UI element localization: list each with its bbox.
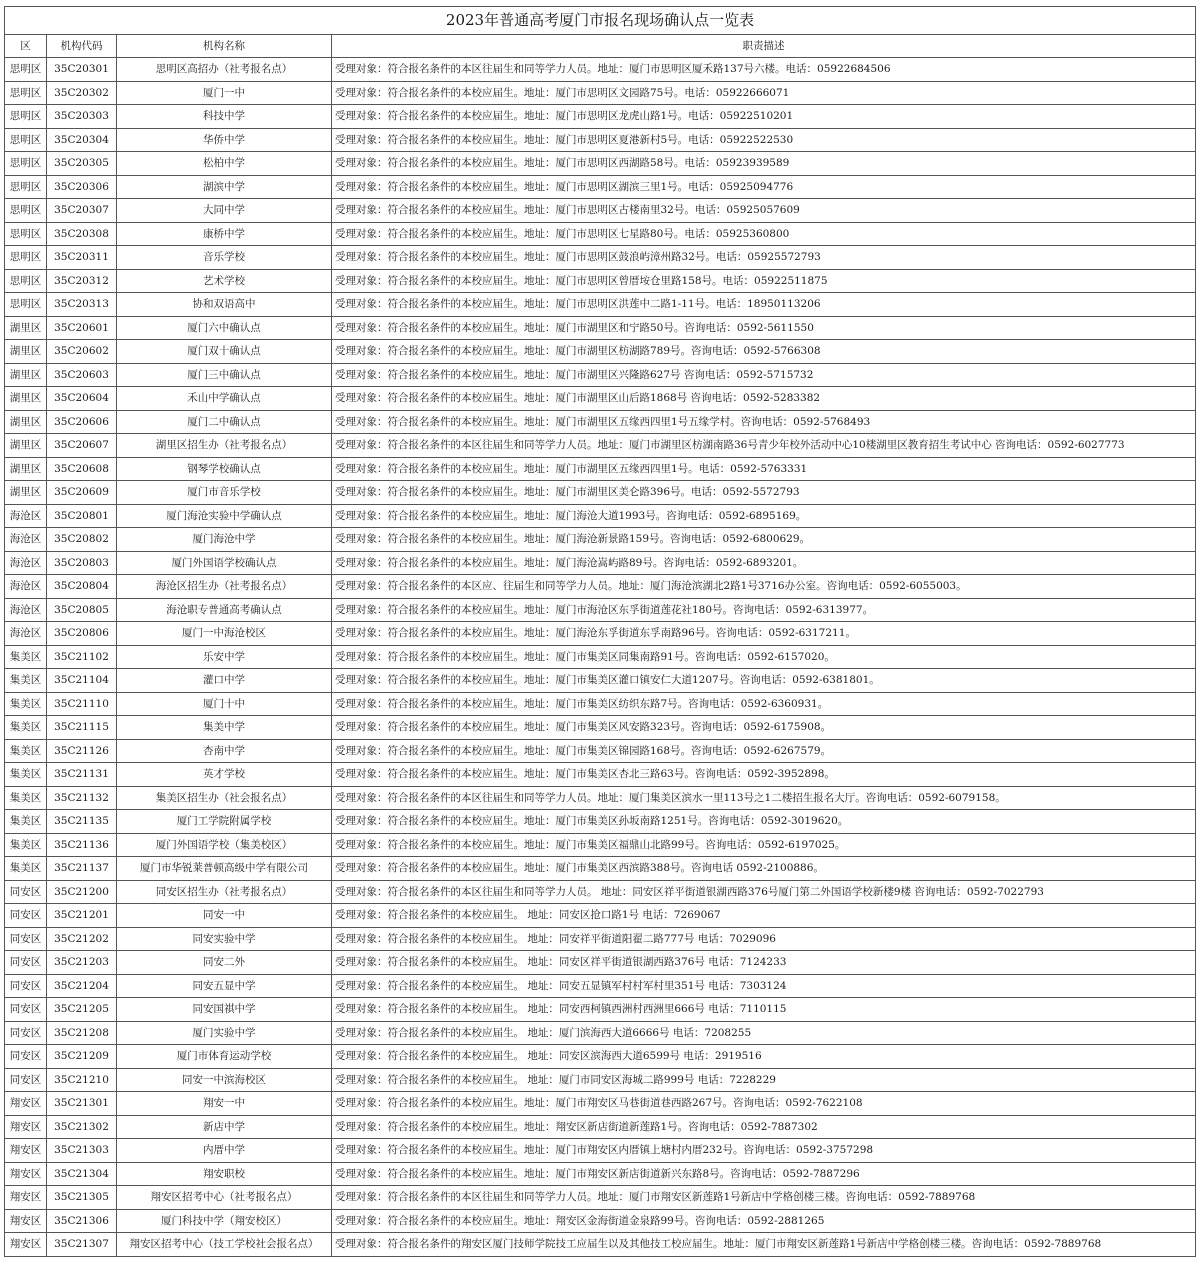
code-cell: 35C21306 xyxy=(47,1209,117,1233)
description-cell: 受理对象：符合报名条件的本校应届生。地址：厦门市翔安区马巷街道巷西路267号。咨询电话：0592-7622108 xyxy=(332,1092,1196,1116)
table-row xyxy=(5,716,1196,740)
institution-cell: 厦门海沧中学 xyxy=(117,528,332,552)
code-cell: 35C20603 xyxy=(47,363,117,387)
table-row xyxy=(5,152,1196,176)
code-cell: 35C20307 xyxy=(47,199,117,223)
district-cell: 思明区 xyxy=(5,152,47,176)
district-cell: 集美区 xyxy=(5,786,47,810)
code-cell: 35C21200 xyxy=(47,880,117,904)
district-cell: 海沧区 xyxy=(5,504,47,528)
district-cell: 同安区 xyxy=(5,880,47,904)
institution-cell: 湖滨中学 xyxy=(117,175,332,199)
code-cell: 35C20602 xyxy=(47,340,117,364)
table-row xyxy=(5,692,1196,716)
code-cell: 35C20609 xyxy=(47,481,117,505)
institution-cell: 大同中学 xyxy=(117,199,332,223)
institution-cell: 思明区高招办（社考报名点） xyxy=(117,58,332,82)
description-cell: 受理对象：符合报名条件的本校应届生。 地址：厦门市同安区海城二路999号 电话：7228229 xyxy=(332,1068,1196,1092)
institution-cell: 翔安区招考中心（技工学校社会报名点） xyxy=(117,1233,332,1257)
district-cell: 湖里区 xyxy=(5,387,47,411)
district-cell: 思明区 xyxy=(5,246,47,270)
institution-cell: 厦门实验中学 xyxy=(117,1021,332,1045)
institution-cell: 厦门市体育运动学校 xyxy=(117,1045,332,1069)
description-cell: 受理对象：符合报名条件的本校应届生。地址：厦门市集美区风安路323号。咨询电话：0592-6175908。 xyxy=(332,716,1196,740)
code-cell: 35C21104 xyxy=(47,669,117,693)
institution-cell: 厦门六中确认点 xyxy=(117,316,332,340)
description-cell: 受理对象：符合报名条件的本校应届生。地址：厦门市集美区同集南路91号。咨询电话：0592-6157020。 xyxy=(332,645,1196,669)
institution-cell: 钢琴学校确认点 xyxy=(117,457,332,481)
table-row xyxy=(5,669,1196,693)
institution-cell: 厦门市音乐学校 xyxy=(117,481,332,505)
code-cell: 35C21301 xyxy=(47,1092,117,1116)
district-cell: 集美区 xyxy=(5,857,47,881)
table-row xyxy=(5,1233,1196,1257)
district-cell: 集美区 xyxy=(5,645,47,669)
institution-cell: 厦门科技中学（翔安校区） xyxy=(117,1209,332,1233)
district-cell: 思明区 xyxy=(5,105,47,129)
institution-cell: 科技中学 xyxy=(117,105,332,129)
table-title: 2023年普通高考厦门市报名现场确认点一览表 xyxy=(5,7,1196,35)
institution-cell: 厦门工学院附属学校 xyxy=(117,810,332,834)
table-row xyxy=(5,1186,1196,1210)
column-header-description: 职责描述 xyxy=(332,35,1196,58)
institution-cell: 同安区招生办（社考报名点） xyxy=(117,880,332,904)
code-cell: 35C20604 xyxy=(47,387,117,411)
table-row xyxy=(5,528,1196,552)
description-cell: 受理对象：符合报名条件的本校应届生。地址：厦门市翔安区新店街道新兴东路8号。咨询电话：0592-7887296 xyxy=(332,1162,1196,1186)
description-cell: 受理对象：符合报名条件的本校应届生。 地址：同安祥平街道阳翟二路777号 电话：7029096 xyxy=(332,927,1196,951)
code-cell: 35C20301 xyxy=(47,58,117,82)
institution-cell: 厦门二中确认点 xyxy=(117,410,332,434)
table-row xyxy=(5,58,1196,82)
description-cell: 受理对象：符合报名条件的本区往届生和同等学力人员。地址：厦门集美区滨水一里113号之1二楼招生报名大厅。咨询电话：0592-6079158。 xyxy=(332,786,1196,810)
institution-cell: 厦门一中 xyxy=(117,81,332,105)
institution-cell: 翔安职校 xyxy=(117,1162,332,1186)
district-cell: 湖里区 xyxy=(5,434,47,458)
description-cell: 受理对象：符合报名条件的本校应届生。 地址：同安区滨海西大道6599号 电话：2919516 xyxy=(332,1045,1196,1069)
code-cell: 35C20305 xyxy=(47,152,117,176)
institution-cell: 厦门海沧实验中学确认点 xyxy=(117,504,332,528)
district-cell: 湖里区 xyxy=(5,481,47,505)
confirmation-sites-sheet xyxy=(4,6,1195,1257)
table-row xyxy=(5,81,1196,105)
district-cell: 思明区 xyxy=(5,269,47,293)
district-cell: 湖里区 xyxy=(5,457,47,481)
institution-cell: 内厝中学 xyxy=(117,1139,332,1163)
institution-cell: 同安实验中学 xyxy=(117,927,332,951)
institution-cell: 乐安中学 xyxy=(117,645,332,669)
institution-cell: 艺术学校 xyxy=(117,269,332,293)
description-cell: 受理对象：符合报名条件的本校应届生。地址：厦门市集美区西滨路388号。咨询电话 0592-2100886。 xyxy=(332,857,1196,881)
institution-cell: 新店中学 xyxy=(117,1115,332,1139)
table-row xyxy=(5,927,1196,951)
table-row xyxy=(5,1162,1196,1186)
description-cell: 受理对象：符合报名条件的本校应届生。地址：厦门市集美区福鼎山北路99号。咨询电话：0592-6197025。 xyxy=(332,833,1196,857)
table-row xyxy=(5,363,1196,387)
code-cell: 35C20601 xyxy=(47,316,117,340)
table-row xyxy=(5,481,1196,505)
table-row xyxy=(5,645,1196,669)
district-cell: 海沧区 xyxy=(5,528,47,552)
table-row xyxy=(5,551,1196,575)
table-row xyxy=(5,1115,1196,1139)
table-row xyxy=(5,739,1196,763)
institution-cell: 康桥中学 xyxy=(117,222,332,246)
institution-cell: 英才学校 xyxy=(117,763,332,787)
code-cell: 35C21135 xyxy=(47,810,117,834)
table-row xyxy=(5,504,1196,528)
table-row xyxy=(5,575,1196,599)
code-cell: 35C21203 xyxy=(47,951,117,975)
district-cell: 思明区 xyxy=(5,222,47,246)
institution-cell: 集美中学 xyxy=(117,716,332,740)
district-cell: 海沧区 xyxy=(5,598,47,622)
table-row xyxy=(5,974,1196,998)
table-body xyxy=(5,58,1196,1257)
column-header-institution: 机构名称 xyxy=(117,35,332,58)
header-row xyxy=(5,35,1196,58)
description-cell: 受理对象：符合报名条件的本校应届生。地址：厦门市集美区锦园路168号。咨询电话：0592-6267579。 xyxy=(332,739,1196,763)
table-row xyxy=(5,951,1196,975)
institution-cell: 厦门一中海沧校区 xyxy=(117,622,332,646)
code-cell: 35C20308 xyxy=(47,222,117,246)
code-cell: 35C20306 xyxy=(47,175,117,199)
code-cell: 35C21201 xyxy=(47,904,117,928)
code-cell: 35C21302 xyxy=(47,1115,117,1139)
institution-cell: 松柏中学 xyxy=(117,152,332,176)
district-cell: 思明区 xyxy=(5,58,47,82)
description-cell: 受理对象：符合报名条件的本校应届生。地址：厦门市思明区龙虎山路1号。电话：05922510201 xyxy=(332,105,1196,129)
table-row xyxy=(5,175,1196,199)
district-cell: 集美区 xyxy=(5,833,47,857)
column-header-district: 区 xyxy=(5,35,47,58)
table-row xyxy=(5,246,1196,270)
table-row xyxy=(5,128,1196,152)
district-cell: 湖里区 xyxy=(5,340,47,364)
district-cell: 同安区 xyxy=(5,904,47,928)
code-cell: 35C20303 xyxy=(47,105,117,129)
description-cell: 受理对象：符合报名条件的本校应届生。地址：厦门市思明区鼓浪屿漳州路32号。电话：05925572793 xyxy=(332,246,1196,270)
description-cell: 受理对象：符合报名条件的本校应届生。地址：厦门市湖里区美仑路396号。电话：0592-5572793 xyxy=(332,481,1196,505)
description-cell: 受理对象：符合报名条件的本校应届生。地址：厦门市思明区洪莲中二路1-11号。电话：18950113206 xyxy=(332,293,1196,317)
table-row xyxy=(5,340,1196,364)
district-cell: 思明区 xyxy=(5,81,47,105)
table-row xyxy=(5,1021,1196,1045)
description-cell: 受理对象：符合报名条件的本校应届生。地址：厦门海沧新景路159号。咨询电话：0592-6800629。 xyxy=(332,528,1196,552)
code-cell: 35C21209 xyxy=(47,1045,117,1069)
code-cell: 35C20806 xyxy=(47,622,117,646)
institution-cell: 同安五显中学 xyxy=(117,974,332,998)
district-cell: 翔安区 xyxy=(5,1233,47,1257)
district-cell: 湖里区 xyxy=(5,410,47,434)
institution-cell: 同安国祺中学 xyxy=(117,998,332,1022)
table-row xyxy=(5,434,1196,458)
institution-cell: 厦门双十确认点 xyxy=(117,340,332,364)
description-cell: 受理对象：符合报名条件的本校应届生。地址：厦门市思明区古楼南里32号。电话：05925057609 xyxy=(332,199,1196,223)
description-cell: 受理对象：符合报名条件的本校应届生。地址：厦门市集美区孙坂南路1251号。咨询电话：0592-3019620。 xyxy=(332,810,1196,834)
district-cell: 思明区 xyxy=(5,128,47,152)
table-row xyxy=(5,1045,1196,1069)
table-row xyxy=(5,622,1196,646)
district-cell: 翔安区 xyxy=(5,1162,47,1186)
table-row xyxy=(5,1139,1196,1163)
code-cell: 35C20801 xyxy=(47,504,117,528)
table-row xyxy=(5,222,1196,246)
description-cell: 受理对象：符合报名条件的本校应届生。地址：厦门市思明区湖滨三里1号。电话：05925094776 xyxy=(332,175,1196,199)
district-cell: 集美区 xyxy=(5,763,47,787)
description-cell: 受理对象：符合报名条件的本校应届生。 地址：同安区抢口路1号 电话：7269067 xyxy=(332,904,1196,928)
description-cell: 受理对象：符合报名条件的本区往届生和同等学力人员。 地址：同安区祥平街道银湖西路376号厦门第二外国语学校新楼9楼 咨询电话：0592-7022793 xyxy=(332,880,1196,904)
code-cell: 35C21205 xyxy=(47,998,117,1022)
institution-cell: 同安一中滨海校区 xyxy=(117,1068,332,1092)
district-cell: 思明区 xyxy=(5,293,47,317)
table-row xyxy=(5,387,1196,411)
institution-cell: 厦门外国语学校（集美校区） xyxy=(117,833,332,857)
district-cell: 思明区 xyxy=(5,175,47,199)
institution-cell: 同安二外 xyxy=(117,951,332,975)
institution-cell: 禾山中学确认点 xyxy=(117,387,332,411)
district-cell: 集美区 xyxy=(5,810,47,834)
description-cell: 受理对象：符合报名条件的本校应届生。地址：厦门市湖里区五缘西四里1号五缘学村。咨询电话：0592-5768493 xyxy=(332,410,1196,434)
code-cell: 35C21102 xyxy=(47,645,117,669)
table-row xyxy=(5,316,1196,340)
description-cell: 受理对象：符合报名条件的本校应届生。地址：厦门市思明区西湖路58号。电话：05923939589 xyxy=(332,152,1196,176)
district-cell: 同安区 xyxy=(5,1045,47,1069)
confirmation-sites-table xyxy=(4,6,1196,1257)
table-row xyxy=(5,763,1196,787)
district-cell: 同安区 xyxy=(5,974,47,998)
table-row xyxy=(5,105,1196,129)
code-cell: 35C21136 xyxy=(47,833,117,857)
code-cell: 35C21126 xyxy=(47,739,117,763)
table-row xyxy=(5,457,1196,481)
district-cell: 海沧区 xyxy=(5,551,47,575)
institution-cell: 厦门十中 xyxy=(117,692,332,716)
code-cell: 35C21204 xyxy=(47,974,117,998)
description-cell: 受理对象：符合报名条件的本校应届生。地址：厦门市海沧区东孚街道莲花社180号。咨询电话：0592-6313977。 xyxy=(332,598,1196,622)
table-row xyxy=(5,810,1196,834)
code-cell: 35C20606 xyxy=(47,410,117,434)
code-cell: 35C21208 xyxy=(47,1021,117,1045)
description-cell: 受理对象：符合报名条件的本校应届生。地址：厦门市湖里区和宁路50号。咨询电话：0592-5611550 xyxy=(332,316,1196,340)
institution-cell: 翔安一中 xyxy=(117,1092,332,1116)
district-cell: 翔安区 xyxy=(5,1115,47,1139)
code-cell: 35C20803 xyxy=(47,551,117,575)
district-cell: 湖里区 xyxy=(5,316,47,340)
district-cell: 思明区 xyxy=(5,199,47,223)
table-row xyxy=(5,998,1196,1022)
district-cell: 同安区 xyxy=(5,951,47,975)
table-row xyxy=(5,786,1196,810)
column-header-code: 机构代码 xyxy=(47,35,117,58)
description-cell: 受理对象：符合报名条件的本校应届生。地址：厦门市思明区七星路80号。电话：05925360800 xyxy=(332,222,1196,246)
description-cell: 受理对象：符合报名条件的本校应届生。地址：厦门市翔安区内厝镇上塘村内厝232号。咨询电话：0592-3757298 xyxy=(332,1139,1196,1163)
district-cell: 同安区 xyxy=(5,1021,47,1045)
description-cell: 受理对象：符合报名条件的本校应届生。地址：厦门市思明区曾厝垵仓里路158号。电话：05922511875 xyxy=(332,269,1196,293)
description-cell: 受理对象：符合报名条件的本校应届生。地址：厦门市湖里区五缘西四里1号。电话：0592-5763331 xyxy=(332,457,1196,481)
institution-cell: 灌口中学 xyxy=(117,669,332,693)
table-row xyxy=(5,199,1196,223)
district-cell: 集美区 xyxy=(5,669,47,693)
code-cell: 35C21131 xyxy=(47,763,117,787)
district-cell: 海沧区 xyxy=(5,575,47,599)
description-cell: 受理对象：符合报名条件的本校应届生。 地址：厦门滨海西大道6666号 电话：7208255 xyxy=(332,1021,1196,1045)
code-cell: 35C21210 xyxy=(47,1068,117,1092)
description-cell: 受理对象：符合报名条件的本校应届生。地址：厦门市思明区夏港新村5号。电话：05922522530 xyxy=(332,128,1196,152)
description-cell: 受理对象：符合报名条件的本区往届生和同等学力人员。地址：厦门市思明区厦禾路137号六楼。电话：05922684506 xyxy=(332,58,1196,82)
description-cell: 受理对象：符合报名条件的本校应届生。地址：翔安区金海街道金泉路99号。咨询电话：0592-2881265 xyxy=(332,1209,1196,1233)
code-cell: 35C20312 xyxy=(47,269,117,293)
description-cell: 受理对象：符合报名条件的本校应届生。地址：厦门海沧嵩屿路89号。咨询电话：0592-6893201。 xyxy=(332,551,1196,575)
description-cell: 受理对象：符合报名条件的本校应届生。 地址：同安西柯镇西洲村西洲里666号 电话：7110115 xyxy=(332,998,1196,1022)
table-row xyxy=(5,857,1196,881)
code-cell: 35C20311 xyxy=(47,246,117,270)
district-cell: 海沧区 xyxy=(5,622,47,646)
table-row xyxy=(5,293,1196,317)
code-cell: 35C20802 xyxy=(47,528,117,552)
institution-cell: 集美区招生办（社会报名点） xyxy=(117,786,332,810)
table-row xyxy=(5,1209,1196,1233)
code-cell: 35C21137 xyxy=(47,857,117,881)
code-cell: 35C21202 xyxy=(47,927,117,951)
institution-cell: 协和双语高中 xyxy=(117,293,332,317)
description-cell: 受理对象：符合报名条件的本校应届生。地址：厦门市集美区灌口镇安仁大道1207号。咨询电话：0592-6381801。 xyxy=(332,669,1196,693)
code-cell: 35C20805 xyxy=(47,598,117,622)
code-cell: 35C20302 xyxy=(47,81,117,105)
institution-cell: 音乐学校 xyxy=(117,246,332,270)
description-cell: 受理对象：符合报名条件的本校应届生。地址：翔安区新店街道新莲路1号。咨询电话：0592-7887302 xyxy=(332,1115,1196,1139)
description-cell: 受理对象：符合报名条件的本区往届生和同等学力人员。地址：厦门市翔安区新莲路1号新店中学格创楼三楼。咨询电话：0592-7889768 xyxy=(332,1186,1196,1210)
institution-cell: 杏南中学 xyxy=(117,739,332,763)
code-cell: 35C20608 xyxy=(47,457,117,481)
institution-cell: 华侨中学 xyxy=(117,128,332,152)
table-row xyxy=(5,880,1196,904)
institution-cell: 湖里区招生办（社考报名点） xyxy=(117,434,332,458)
description-cell: 受理对象：符合报名条件的本校应届生。地址：厦门市湖里区兴隆路627号 咨询电话：0592-5715732 xyxy=(332,363,1196,387)
code-cell: 35C21307 xyxy=(47,1233,117,1257)
district-cell: 湖里区 xyxy=(5,363,47,387)
district-cell: 集美区 xyxy=(5,716,47,740)
description-cell: 受理对象：符合报名条件的本校应届生。地址：厦门海沧大道1993号。咨询电话：0592-6895169。 xyxy=(332,504,1196,528)
code-cell: 35C21110 xyxy=(47,692,117,716)
district-cell: 同安区 xyxy=(5,998,47,1022)
description-cell: 受理对象：符合报名条件的翔安区厦门技师学院技工应届生以及其他技工校应届生。地址：厦门市翔安区新莲路1号新店中学格创楼三楼。咨询电话：0592-7889768 xyxy=(332,1233,1196,1257)
description-cell: 受理对象：符合报名条件的本校应届生。地址：厦门市湖里区山后路1868号 咨询电话：0592-5283382 xyxy=(332,387,1196,411)
code-cell: 35C20804 xyxy=(47,575,117,599)
district-cell: 翔安区 xyxy=(5,1186,47,1210)
description-cell: 受理对象：符合报名条件的本区往届生和同等学力人员。地址：厦门市湖里区枋湖南路36号青少年校外活动中心10楼湖里区教育招生考试中心 咨询电话：0592-6027773 xyxy=(332,434,1196,458)
code-cell: 35C20607 xyxy=(47,434,117,458)
description-cell: 受理对象：符合报名条件的本校应届生。地址：厦门市集美区纺织东路7号。咨询电话：0592-6360931。 xyxy=(332,692,1196,716)
description-cell: 受理对象：符合报名条件的本校应届生。地址：厦门海沧东孚街道东孚南路96号。咨询电话：0592-6317211。 xyxy=(332,622,1196,646)
table-row xyxy=(5,598,1196,622)
table-row xyxy=(5,833,1196,857)
code-cell: 35C20313 xyxy=(47,293,117,317)
institution-cell: 厦门三中确认点 xyxy=(117,363,332,387)
district-cell: 同安区 xyxy=(5,927,47,951)
description-cell: 受理对象：符合报名条件的本校应届生。地址：厦门市集美区杏北三路63号。咨询电话：0592-3952898。 xyxy=(332,763,1196,787)
description-cell: 受理对象：符合报名条件的本校应届生。 地址：同安五显镇军村村军村里351号 电话：7303124 xyxy=(332,974,1196,998)
code-cell: 35C20304 xyxy=(47,128,117,152)
code-cell: 35C21303 xyxy=(47,1139,117,1163)
description-cell: 受理对象：符合报名条件的本校应届生。地址：厦门市思明区文园路75号。电话：05922666071 xyxy=(332,81,1196,105)
table-row xyxy=(5,1068,1196,1092)
description-cell: 受理对象：符合报名条件的本校应届生。 地址：同安区祥平街道银湖西路376号 电话：7124233 xyxy=(332,951,1196,975)
district-cell: 翔安区 xyxy=(5,1092,47,1116)
description-cell: 受理对象：符合报名条件的本区应、往届生和同等学力人员。地址：厦门海沧滨湖北2路1号3716办公室。咨询电话：0592-6055003。 xyxy=(332,575,1196,599)
district-cell: 翔安区 xyxy=(5,1209,47,1233)
table-row xyxy=(5,410,1196,434)
code-cell: 35C21132 xyxy=(47,786,117,810)
institution-cell: 厦门外国语学校确认点 xyxy=(117,551,332,575)
code-cell: 35C21115 xyxy=(47,716,117,740)
district-cell: 同安区 xyxy=(5,1068,47,1092)
description-cell: 受理对象：符合报名条件的本校应届生。地址：厦门市湖里区枋湖路789号。咨询电话：0592-5766308 xyxy=(332,340,1196,364)
table-row xyxy=(5,904,1196,928)
code-cell: 35C21305 xyxy=(47,1186,117,1210)
district-cell: 集美区 xyxy=(5,692,47,716)
district-cell: 集美区 xyxy=(5,739,47,763)
institution-cell: 海沧职专普通高考确认点 xyxy=(117,598,332,622)
institution-cell: 厦门市华锐莱普顿高级中学有限公司 xyxy=(117,857,332,881)
institution-cell: 同安一中 xyxy=(117,904,332,928)
district-cell: 翔安区 xyxy=(5,1139,47,1163)
institution-cell: 海沧区招生办（社考报名点） xyxy=(117,575,332,599)
code-cell: 35C21304 xyxy=(47,1162,117,1186)
institution-cell: 翔安区招考中心（社考报名点） xyxy=(117,1186,332,1210)
table-row xyxy=(5,269,1196,293)
table-row xyxy=(5,1092,1196,1116)
